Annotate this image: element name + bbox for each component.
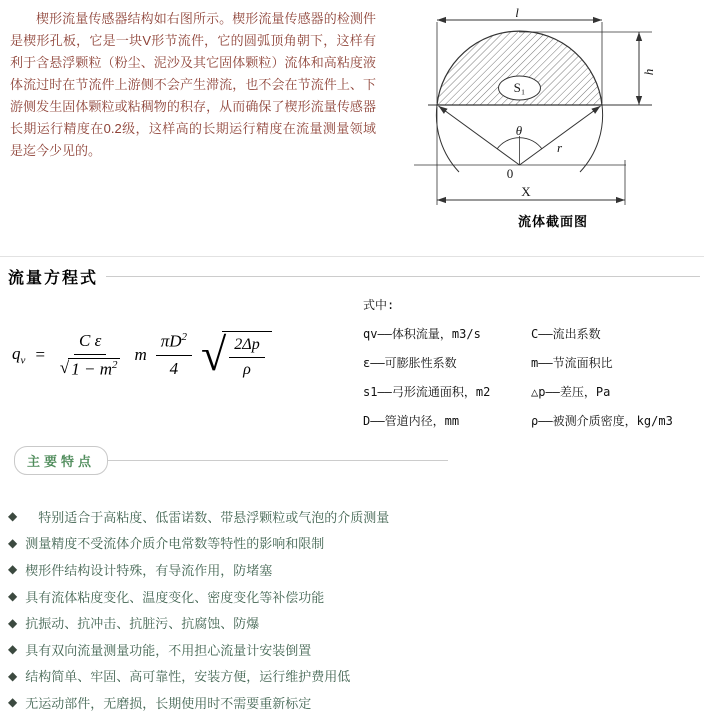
- legend-qv: qv——体积流量，m3/s: [363, 327, 481, 341]
- label-theta: θ: [515, 123, 523, 138]
- diamond-bullet-icon: ◆: [8, 695, 18, 710]
- features-heading-pill: 主要特点: [14, 446, 108, 475]
- equation-section-heading: [8, 265, 700, 288]
- formula-m-term: m: [134, 345, 147, 364]
- legend-epsilon: ε——可膨胀性系数: [363, 356, 457, 370]
- legend-rho: ρ——被测介质密度，kg/m3: [531, 414, 673, 428]
- intro-paragraph: 楔形流量传感器结构如右图所示。楔形流量传感器的检测件是楔形孔板，它是一块V形节流件，它的圆弧顶角朝下，这样有利于含悬浮颗粒（粉尘、泥沙及其它固体颗粒）流体和高粘度液体流过时在节流件上游侧不会产生滞流，也不会在节流件上、下游侧发生固体颗粒或粘稠物的积存，从而确保了楔形流量传感器长期运行精度在0.2级，这样高的长期运行精度在流量测量领域是迄今少见的。: [10, 11, 376, 158]
- feature-item: [8, 583, 700, 610]
- legend-d: D——管道内径，mm: [363, 414, 460, 428]
- feature-text: 抗振动、抗冲击、抗脏污、抗腐蚀、防爆: [25, 616, 260, 632]
- diamond-bullet-icon: ◆: [8, 642, 18, 657]
- label-x: X: [521, 184, 531, 199]
- feature-text: 楔形件结构设计特殊，有导流作用，防堵塞: [25, 562, 273, 578]
- feature-item: [8, 636, 700, 663]
- section-title: 流量方程式: [8, 270, 99, 287]
- formula-fraction-1: C ε √ $1 - m^2$: [55, 331, 126, 380]
- legend-grid: [363, 325, 704, 429]
- feature-text: 特别适合于高粘度、低雷诺数、带悬浮颗粒或气泡的介质测量: [25, 509, 390, 525]
- diamond-bullet-icon: ◆: [8, 668, 18, 683]
- diamond-bullet-icon: ◆: [8, 535, 18, 550]
- pipe-arc-right: [580, 105, 603, 172]
- formula-fraction-2: $\frac{\pi D^2}{4}$: [156, 331, 192, 379]
- feature-text: 具有双向流量测量功能，不用担心流量计安装倒置: [25, 642, 312, 658]
- formula-legend: [363, 296, 704, 429]
- label-r: r: [557, 140, 563, 155]
- fluid-cross-section-drawing: [407, 8, 699, 208]
- legend-c: C——流出系数: [531, 327, 601, 341]
- label-l: l: [515, 8, 519, 20]
- heading-rule-line: [106, 276, 700, 277]
- diamond-bullet-icon: ◆: [8, 589, 18, 604]
- pipe-arc-left: [436, 105, 459, 172]
- features-heading-row: [14, 446, 448, 475]
- feature-item: [8, 503, 700, 530]
- legend-m: m——节流面积比: [531, 356, 613, 370]
- label-origin: 0: [506, 166, 514, 181]
- feature-text: 结构简单、牢固、高可靠性，安装方便，运行维护费用低: [25, 669, 351, 685]
- feature-item: [8, 530, 700, 557]
- diamond-bullet-icon: ◆: [8, 615, 18, 630]
- features-list: [8, 503, 700, 713]
- radius-line-left: [439, 106, 520, 165]
- feature-item: [8, 609, 700, 636]
- feature-text: 测量精度不受流体介质介电常数等特性的影响和限制: [25, 536, 325, 552]
- feature-item: [8, 689, 700, 713]
- diagram-caption: 流体截面图: [517, 214, 588, 229]
- diamond-bullet-icon: ◆: [8, 509, 18, 524]
- where-label: 式中:: [363, 298, 395, 312]
- radical-sign: √: [59, 357, 70, 377]
- heading-rule-line: [108, 460, 448, 461]
- flow-equation-formula: [12, 316, 362, 394]
- feature-item: [8, 556, 700, 583]
- label-h: h: [641, 68, 656, 76]
- equals-sign: =: [34, 345, 46, 364]
- label-s1: S₁: [513, 80, 526, 95]
- legend-s1: s1——弓形流通面积，m2: [363, 385, 491, 399]
- diagram-panel: [407, 8, 699, 230]
- radical-sign: √: [201, 329, 227, 380]
- formula-big-radical: √ $\frac{2\Delta p}{\rho}$: [201, 327, 272, 383]
- legend-dp: △p——差压，Pa: [531, 385, 611, 399]
- formula-lhs: $q_v$: [12, 343, 26, 367]
- feature-text: 具有流体粘度变化、温度变化、密度变化等补偿功能: [25, 589, 325, 605]
- feature-text: 无运动部件，无磨损，长期使用时不需要重新标定: [25, 695, 312, 711]
- diamond-bullet-icon: ◆: [8, 562, 18, 577]
- section-divider: [0, 256, 704, 257]
- feature-item: [8, 663, 700, 690]
- radius-line-right: [520, 106, 601, 165]
